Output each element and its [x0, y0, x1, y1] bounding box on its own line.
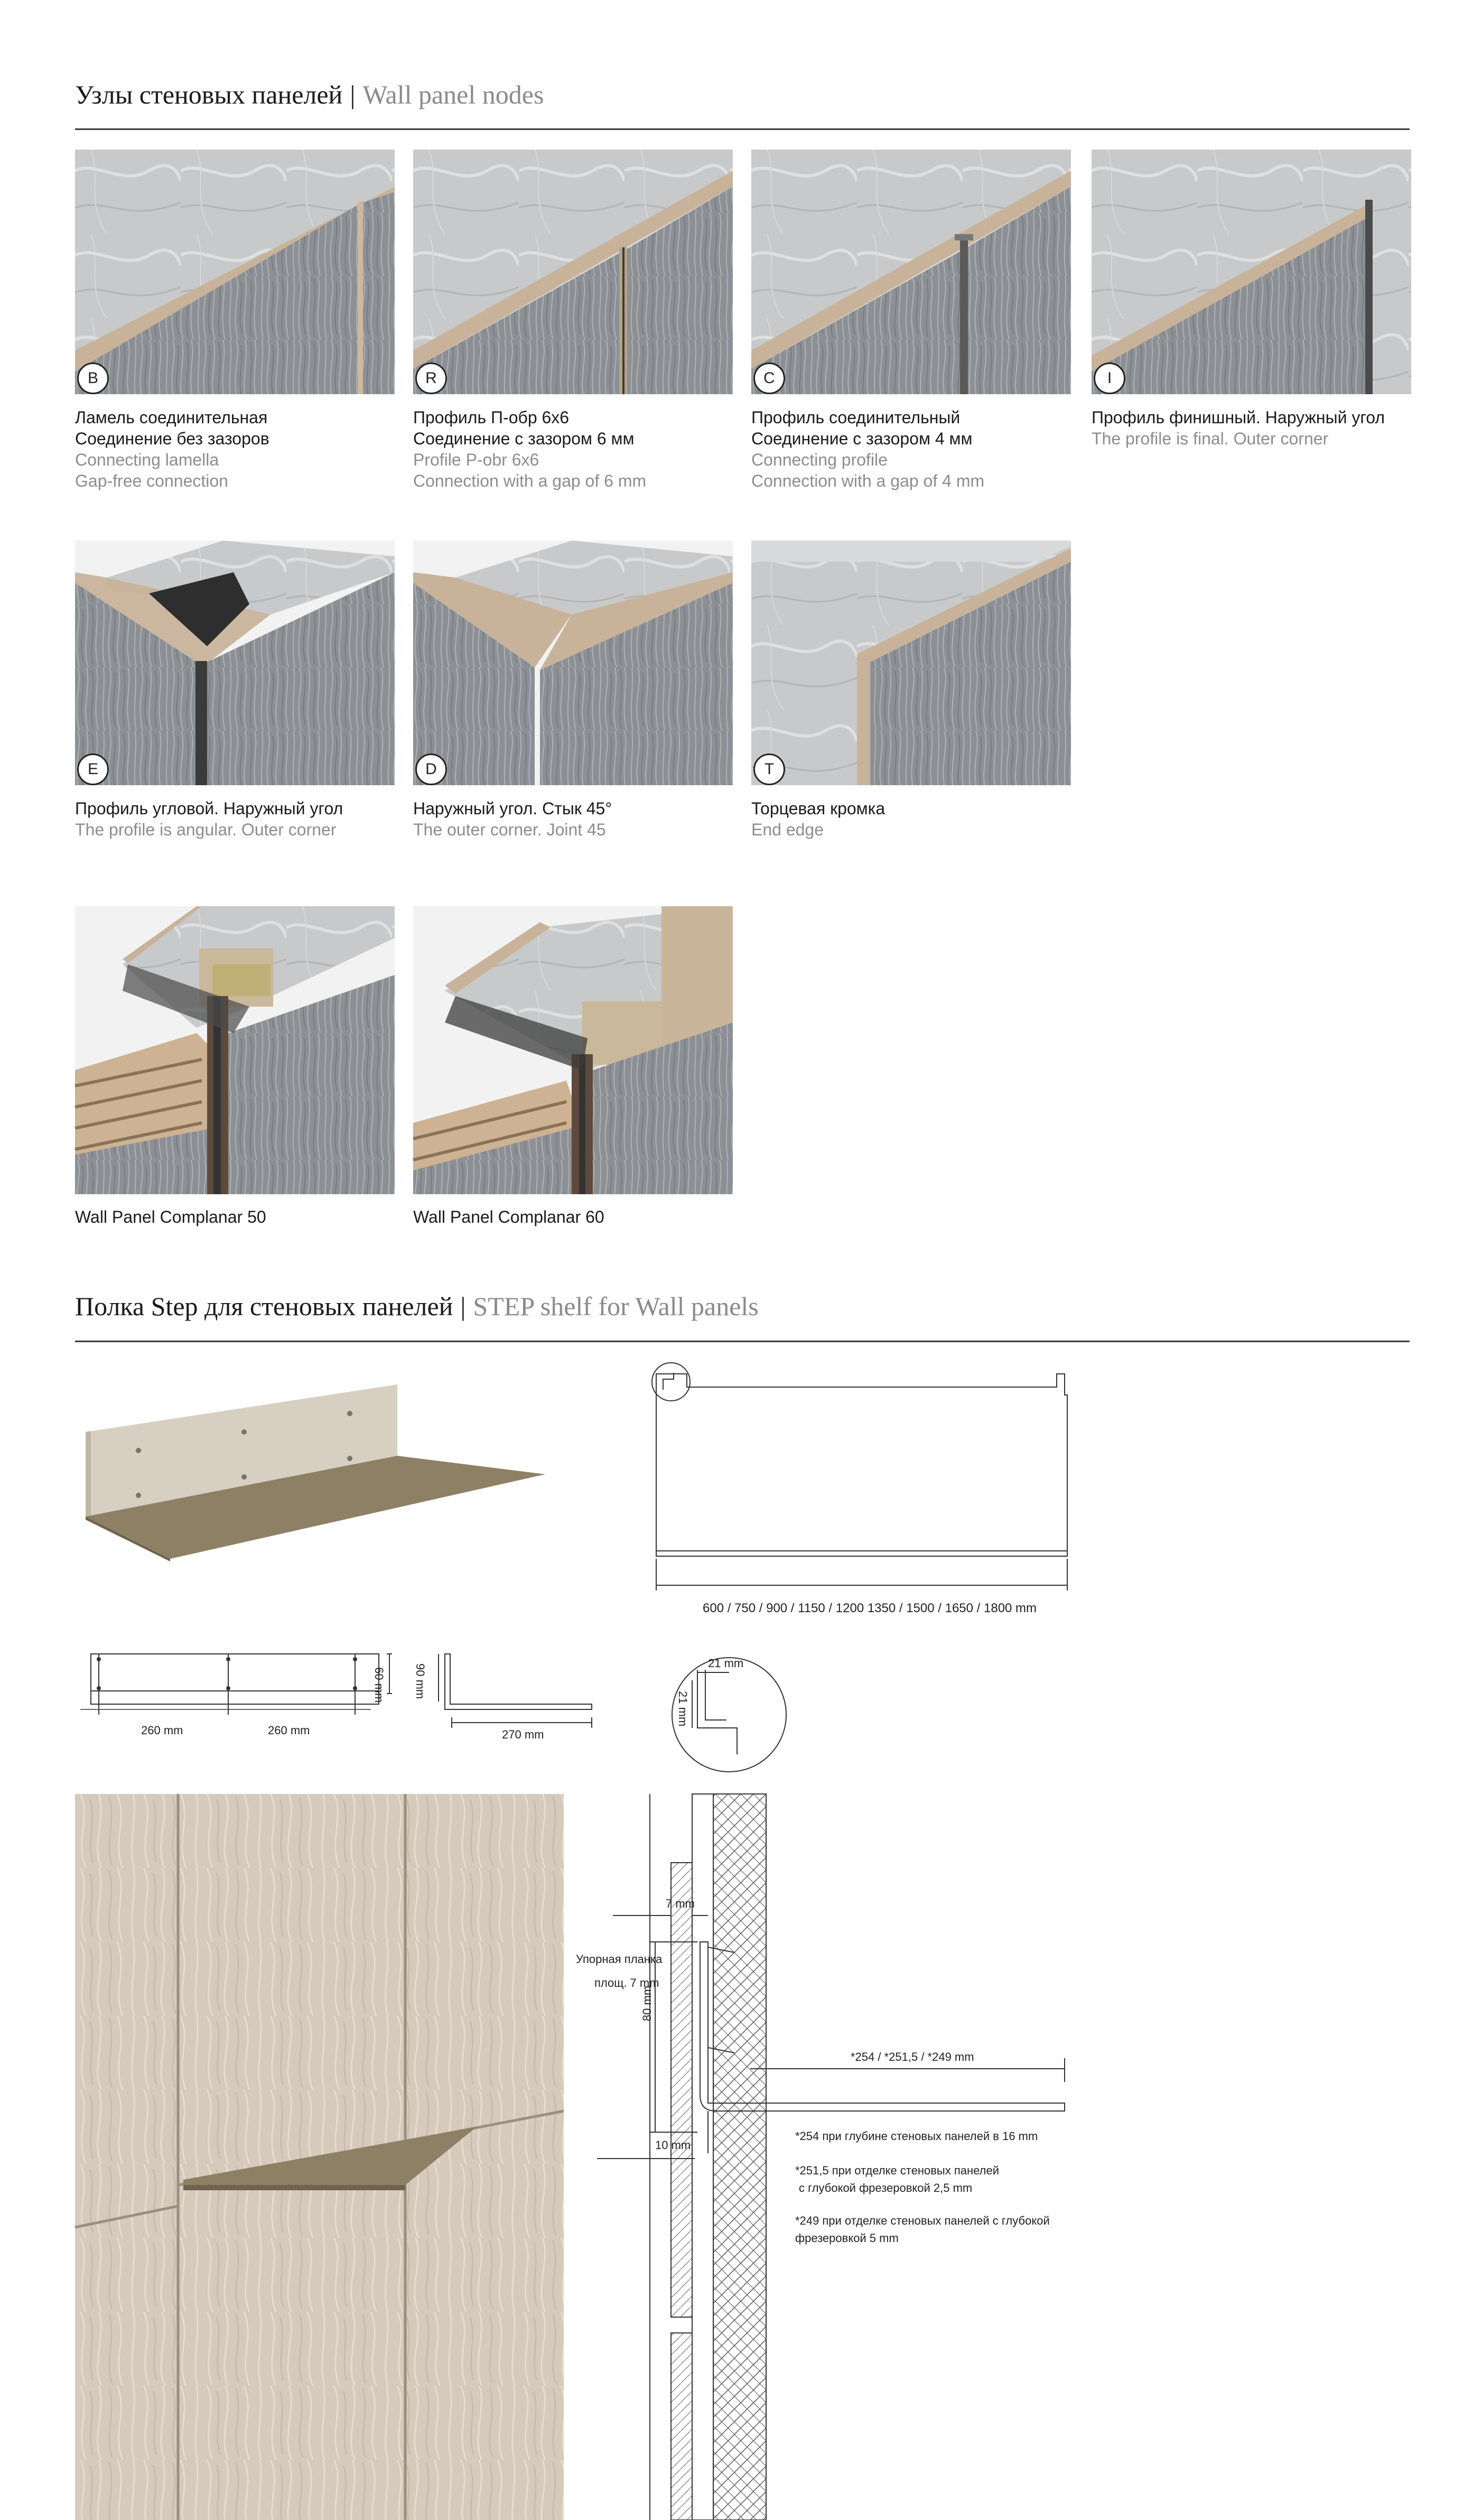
length-dimension: 600 / 750 / 900 / 1150 / 1200 1350 / 1500 / 1650 / 1800 mm — [703, 1601, 1037, 1615]
node-caption-i — [1092, 407, 1385, 449]
dimension-60: 60 mm — [372, 1667, 386, 1703]
title-separator: | — [350, 80, 356, 109]
shelf-front-drawing — [645, 1358, 1131, 1622]
node-caption-b — [75, 407, 269, 491]
section-rule — [75, 128, 1410, 130]
note-254: *254 при глубине стеновых панелей в 16 mm — [795, 2130, 1038, 2143]
dimension-7: 7 mm — [666, 1897, 695, 1910]
node-caption-d — [413, 798, 612, 840]
title-en: Wall panel nodes — [362, 80, 544, 109]
caption-ru-line1: Наружный угол. Стык 45° — [413, 799, 612, 818]
caption-ru-line1: Профиль угловой. Наружный угол — [75, 799, 343, 818]
node-caption-e — [75, 798, 343, 840]
dimension-260-a: 260 mm — [141, 1724, 183, 1737]
caption-ru-line1: Торцевая кромка — [751, 799, 886, 818]
badge-t: T — [753, 754, 785, 785]
dimension-21-horizontal: 21 mm — [708, 1657, 744, 1670]
section-title-shelf — [75, 1291, 759, 1322]
badge-b: B — [77, 362, 109, 394]
complanar-label: Wall Panel Complanar 50 — [75, 1207, 266, 1226]
dimension-10: 10 mm — [655, 2138, 691, 2152]
dimension-21-vertical: 21 mm — [676, 1691, 689, 1727]
dimension-80: 80 mm — [640, 1985, 654, 2021]
badge-d: D — [415, 754, 447, 785]
complanar-50-caption — [75, 1206, 266, 1228]
caption-en-line2: Connection with a gap of 6 mm — [413, 471, 647, 490]
node-image-d — [413, 541, 733, 785]
node-image-t — [751, 541, 1071, 785]
installed-shelf-photo — [75, 1794, 564, 2520]
shelf-render — [75, 1374, 551, 1564]
title-ru: Полка Step для стеновых панелей — [75, 1291, 453, 1321]
label-plank-line2: площ. 7 mm — [594, 1976, 659, 1989]
section-rule — [75, 1341, 1410, 1342]
caption-en-line1: The profile is final. Outer corner — [1092, 429, 1329, 448]
title-ru: Узлы стеновых панелей — [75, 80, 343, 109]
shelf-section-drawing — [576, 1794, 1104, 2520]
shelf-side-drawing — [414, 1643, 613, 1749]
caption-ru-line1: Профиль П-обр 6х6 — [413, 408, 570, 427]
shelf-detail-circle — [663, 1649, 795, 1781]
shelf-plan-drawing — [75, 1643, 403, 1749]
dimension-depth: *254 / *251,5 / *249 mm — [851, 2050, 974, 2063]
badge-i: I — [1094, 362, 1125, 394]
caption-ru-line1: Профиль финишный. Наружный угол — [1092, 408, 1385, 427]
complanar-60-caption — [413, 1206, 604, 1228]
node-image-r — [413, 150, 733, 394]
complanar-label: Wall Panel Complanar 60 — [413, 1207, 604, 1226]
node-caption-r — [413, 407, 646, 491]
node-image-b — [75, 150, 395, 394]
complanar-50-image — [75, 906, 395, 1194]
caption-en-line1: Profile P-obr 6x6 — [413, 450, 539, 469]
caption-ru-line2: Соединение с зазором 6 мм — [413, 429, 635, 448]
node-image-i — [1092, 150, 1411, 394]
caption-en-line1: Connecting lamella — [75, 450, 219, 469]
note-249-line1: *249 при отделке стеновых панелей с глубокой — [795, 2214, 1050, 2227]
dimension-90: 90 mm — [414, 1663, 427, 1699]
dimension-260-b: 260 mm — [268, 1724, 310, 1737]
dimension-270: 270 mm — [502, 1728, 544, 1741]
section-title-nodes — [75, 79, 544, 110]
node-image-c — [751, 150, 1071, 394]
note-249-line2: фрезеровкой 5 mm — [795, 2231, 899, 2245]
title-en: STEP shelf for Wall panels — [473, 1291, 759, 1321]
label-plank-line1: Упорная планка — [576, 1952, 663, 1966]
badge-e: E — [77, 754, 109, 785]
badge-c: C — [753, 362, 785, 394]
caption-ru-line1: Ламель соединительная — [75, 408, 268, 427]
caption-en-line2: Connection with a gap of 4 mm — [751, 471, 985, 490]
node-caption-c — [751, 407, 984, 491]
caption-en-line1: End edge — [751, 820, 824, 839]
node-image-e — [75, 541, 395, 785]
note-251-line2: с глубокой фрезеровкой 2,5 mm — [799, 2181, 973, 2194]
caption-ru-line2: Соединение с зазором 4 мм — [751, 429, 973, 448]
caption-ru-line1: Профиль соединительный — [751, 408, 961, 427]
node-caption-t — [751, 798, 885, 840]
note-251-line1: *251,5 при отделке стеновых панелей — [795, 2164, 999, 2177]
title-separator: | — [460, 1291, 466, 1321]
caption-en-line2: Gap-free connection — [75, 471, 228, 490]
complanar-60-image — [413, 906, 733, 1194]
caption-en-line1: The profile is angular. Outer corner — [75, 820, 337, 839]
caption-en-line1: The outer corner. Joint 45 — [413, 820, 606, 839]
badge-r: R — [415, 362, 447, 394]
caption-ru-line2: Соединение без зазоров — [75, 429, 269, 448]
caption-en-line1: Connecting profile — [751, 450, 888, 469]
